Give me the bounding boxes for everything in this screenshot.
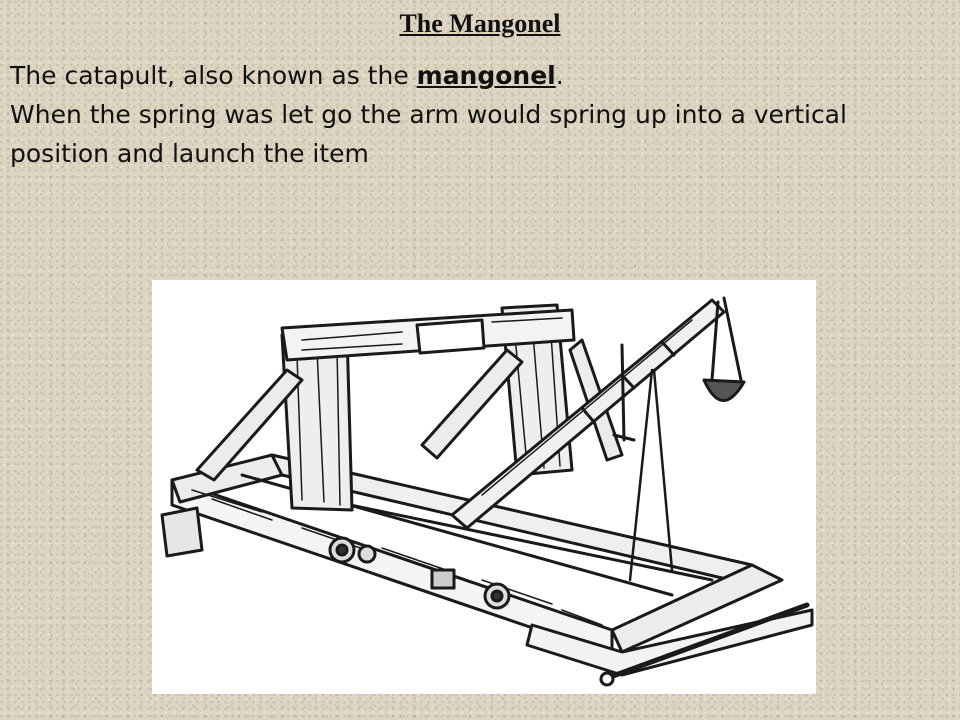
mangonel-drawing xyxy=(152,280,816,694)
mangonel-illustration xyxy=(152,280,816,694)
slide-body xyxy=(10,56,950,173)
slide-title: The Mangonel xyxy=(399,9,561,38)
body-line-1-text: The catapult, also known as the xyxy=(10,61,417,90)
keyword-mangonel: mangonel xyxy=(416,61,556,90)
body-line-2: When the spring was let go the arm would spring up into a vertical position and launch the item xyxy=(10,100,847,168)
body-line-1-end: . xyxy=(555,61,564,90)
body-line-1 xyxy=(10,56,950,95)
